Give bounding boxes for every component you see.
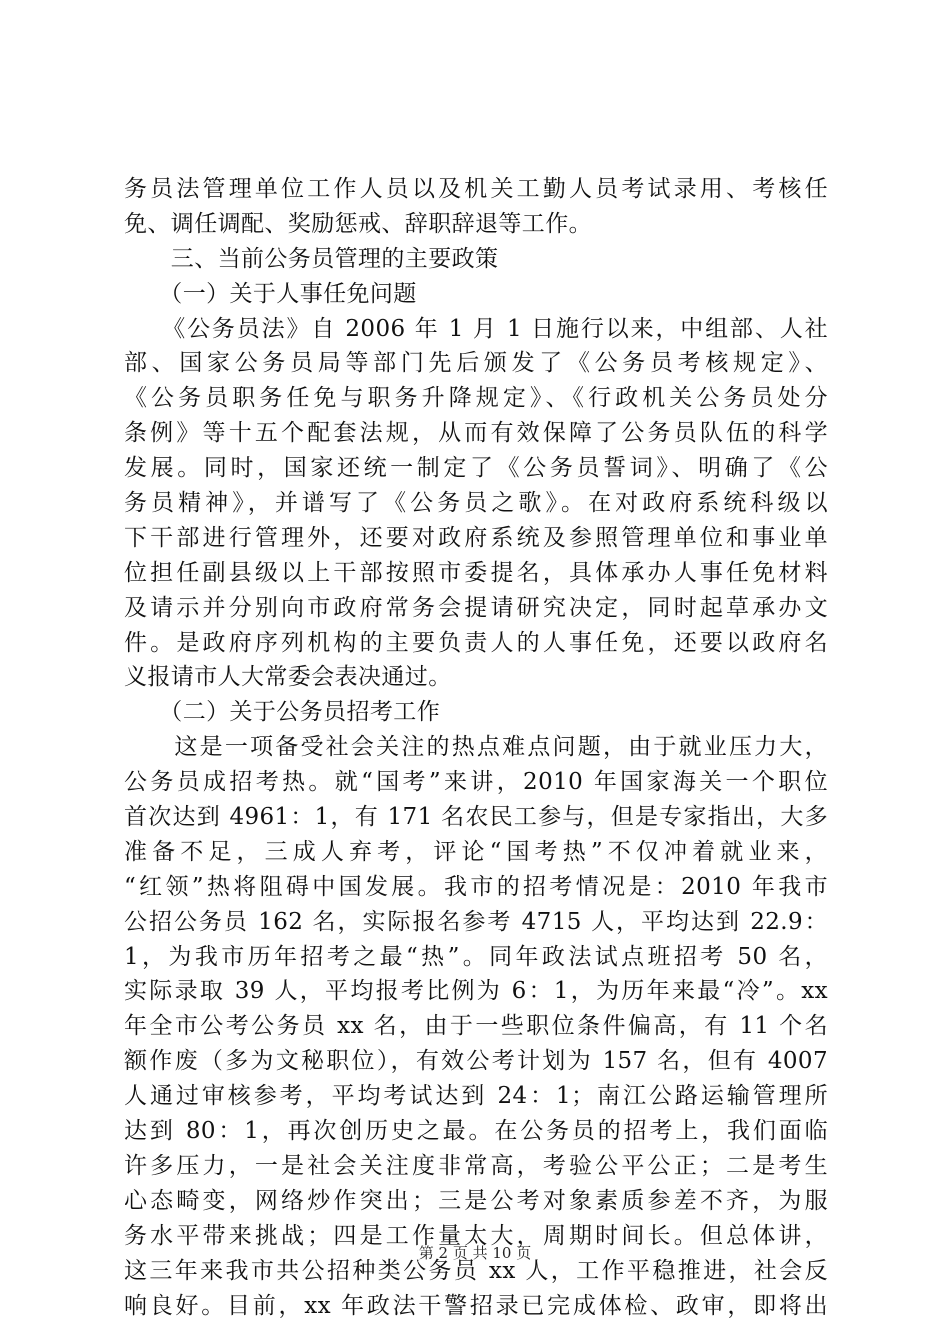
page-footer: 第 2 页 共 10 页 (418, 1244, 532, 1262)
text-line: 义报请市人大常委会表决通过。 (124, 664, 452, 691)
text-line: 件。是政府序列机构的主要负责人的人事任免，还要以政府名 (124, 629, 828, 656)
text-line: 免、调任调配、奖励惩戒、辞职辞退等工作。 (124, 210, 592, 237)
text-line: 部、国家公务员局等部门先后颁发了《公务员考核规定》、 (124, 350, 828, 377)
text-line: 1，为我市历年招考之最“热”。同年政法试点班招考 50 名， (124, 943, 828, 970)
text-line: 《公务员法》自 2006 年 1 月 1 日施行以来，中组部、人社 (124, 315, 828, 342)
text-line: 务员精神》，并谱写了《公务员之歌》。在对政府系统科级以 (124, 490, 828, 517)
text-line: 公招公务员 162 名，实际报名参考 4715 人，平均达到 22.9： (124, 908, 828, 935)
text-line: 公务员成招考热。就“国考”来讲，2010 年国家海关一个职位 (124, 769, 828, 796)
text-line: 三、当前公务员管理的主要政策 (124, 245, 499, 272)
text-line: 及请示并分别向市政府常务会提请研究决定，同时起草承办文 (124, 594, 828, 621)
text-line: 发展。同时，国家还统一制定了《公务员誓词》、明确了《公 (124, 455, 828, 482)
text-line: 心态畸变，网络炒作突出；三是公考对象素质参差不齐，为服 (124, 1187, 828, 1214)
text-line: 《公务员职务任免与职务升降规定》、《行政机关公务员处分 (124, 385, 828, 412)
text-line: 位担任副县级以上干部按照市委提名，具体承办人事任免材料 (124, 559, 828, 586)
text-line: 许多压力，一是社会关注度非常高，考验公平公正；二是考生 (124, 1152, 828, 1179)
text-line: 这三年来我市共公招种类公务员 xx 人，工作平稳推进，社会反 (124, 1257, 828, 1284)
text-line: 人通过审核参考，平均考试达到 24：1；南江公路运输管理所 (124, 1083, 828, 1110)
text-line: 条例》等十五个配套法规，从而有效保障了公务员队伍的科学 (124, 420, 828, 447)
text-line: “红领”热将阻碍中国发展。我市的招考情况是：2010 年我市 (124, 873, 828, 900)
text-line: 准备不足，三成人弃考，评论“国考热”不仅冲着就业来， (124, 838, 828, 865)
text-line: 实际录取 39 人，平均报考比例为 6：1，为历年来最“冷”。xx (124, 978, 828, 1005)
text-line: 达到 80：1，再次创历史之最。在公务员的招考上，我们面临 (124, 1118, 828, 1145)
text-line: 响良好。目前，xx 年政法干警招录已完成体检、政审，即将出 (124, 1292, 828, 1319)
text-line: （二）关于公务员招考工作 (124, 699, 441, 726)
body-text (124, 172, 828, 1323)
text-line: 额作废（多为文秘职位），有效公考计划为 157 名，但有 4007 (124, 1048, 828, 1075)
text-line: 年全市公考公务员 xx 名，由于一些职位条件偏高，有 11 个名 (124, 1013, 828, 1040)
text-line: 务水平带来挑战；四是工作量太大，周期时间长。但总体讲， (124, 1222, 828, 1249)
text-line: 务员法管理单位工作人员以及机关工勤人员考试录用、考核任 (124, 176, 828, 202)
text-line: 这是一项备受社会关注的热点难点问题，由于就业压力大， (124, 734, 828, 761)
text-line: （一）关于人事任免问题 (124, 280, 417, 307)
text-line: 下干部进行管理外，还要对政府系统及参照管理单位和事业单 (124, 524, 828, 551)
text-line: 首次达到 4961：1，有 171 名农民工参与，但是专家指出，大多 (124, 804, 828, 831)
